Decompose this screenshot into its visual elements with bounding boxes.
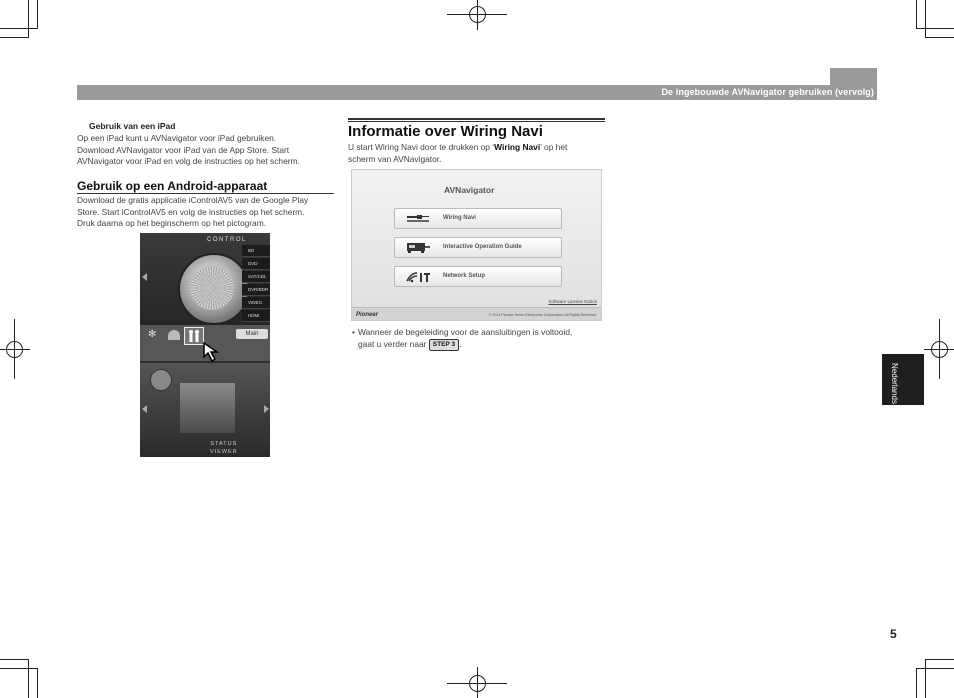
network-icon [405,270,431,283]
wiring-navi-button: Wiring Navi [394,208,562,229]
copyright: © 2014 Pioneer Home Electronics Corporation. All Rights Reserved. [488,313,597,317]
wiring-navi-intro: U start Wiring Navi door te drukken op ‘Wiring Navi’ op het scherm van AVNavigator. [348,142,568,164]
speaker-icon [168,330,180,340]
header-title: De ingebouwde AVNavigator gebruiken (vervolg) [661,87,874,97]
menu-item: VIDEO [242,297,270,309]
android-app-screenshot [140,233,270,457]
menu-item: DVR/BDR [242,284,270,296]
main-button: Main [236,329,268,339]
android-heading-rule [77,193,334,194]
ipad-text: Op een iPad kunt u AVNavigator voor iPad gebruiken. Download AVNavigator voor iPad van de App Store. Start AVNavigator voor iPad en volg de instructies op het scherm. [77,133,300,167]
license-link: Software License Notice [548,299,597,304]
cable-icon [405,212,431,225]
android-heading: Gebruik op een Android-apparaat [77,179,268,193]
menu-item: BD [242,245,270,257]
gear-icon: ✻ [148,329,157,340]
arrow-left-icon [142,405,147,413]
page-number: 5 [890,627,897,641]
step-badge: STEP 3 [429,339,459,351]
language-tab-label: Nederlands [889,363,899,404]
arrow-left-icon [142,273,147,281]
avnavigator-screenshot [351,169,602,321]
receiver-icon [405,241,431,254]
header-tab [830,68,877,86]
heading-top-rule [348,118,605,120]
speaker-image-icon [150,369,172,391]
bullet-note: • Wanneer de begeleiding voor de aansluitingen is voltooid, gaat u verder naar STEP 3 . [352,327,573,349]
arrow-right-icon [264,405,269,413]
heading-top-rule-thin [348,121,605,122]
bullet-dot: • [352,327,355,337]
input-menu [242,245,270,323]
network-setup-button: Network Setup [394,266,562,287]
android-text: Download de gratis applicatie iControlAV5 van de Google Play Store. Start iControlAV5 en volg de instructies op het scherm. Druk daarna op het beginscherm op het pictogram. [77,195,309,229]
menu-item: DVD [242,258,270,270]
ipad-heading: Gebruik van een iPad [89,121,176,131]
status-viewer-label: STATUS VIEWER [210,441,238,455]
avnavigator-icon [184,327,204,345]
language-tab [882,354,924,405]
room-image [180,383,235,433]
menu-item: SAT/CBL [242,271,270,283]
avnavigator-title: AVNavigator [444,185,495,195]
pioneer-logo: Pioneer [356,312,379,318]
control-label: CONTROL [207,237,247,243]
volume-dial-knob [190,266,234,310]
interactive-operation-guide-button: Interactive Operation Guide [394,237,562,258]
menu-item: HDMI [242,310,270,322]
wiring-navi-heading: Informatie over Wiring Navi [348,123,543,140]
